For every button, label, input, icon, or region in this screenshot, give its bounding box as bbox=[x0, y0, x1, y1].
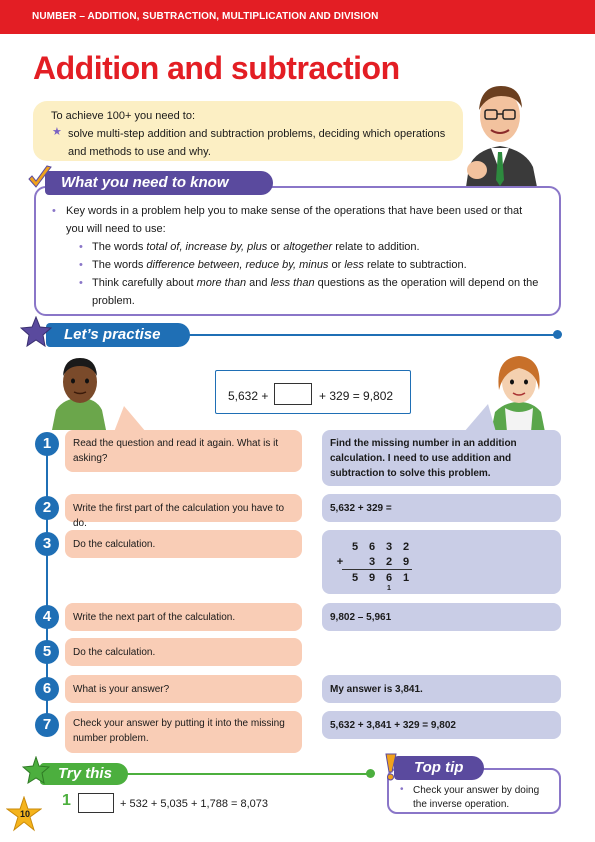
calc-rule bbox=[342, 569, 412, 570]
bullet-icon: • bbox=[79, 277, 83, 289]
digit: 3 bbox=[385, 541, 393, 553]
step-question-text: Write the first part of the calculation you have to do. bbox=[73, 503, 285, 529]
star-icon bbox=[20, 316, 52, 348]
digit: 9 bbox=[368, 572, 376, 584]
step-answer-text: 5,632 + 3,841 + 329 = 9,802 bbox=[330, 720, 456, 731]
boy-illustration bbox=[50, 352, 110, 430]
step-number: 4 bbox=[35, 605, 59, 629]
page-title: Addition and subtraction bbox=[33, 50, 400, 86]
step-question-text: Write the next part of the calculation. bbox=[73, 612, 236, 623]
step-answer-text: 9,802 – 5,961 bbox=[330, 612, 392, 623]
tick-icon bbox=[26, 164, 54, 192]
section-header-text: NUMBER – ADDITION, SUBTRACTION, MULTIPLICATION AND DIVISION bbox=[32, 11, 379, 22]
list-item bbox=[52, 256, 542, 274]
bullet-icon: • bbox=[79, 241, 83, 253]
divider-line bbox=[150, 334, 558, 336]
step-question-box bbox=[65, 638, 302, 666]
goal-box bbox=[33, 101, 463, 161]
try-this-heading: Try this bbox=[58, 765, 112, 782]
step-answer-box bbox=[322, 494, 561, 522]
section-header-bar bbox=[0, 0, 595, 34]
step-answer-text: 5,632 + 329 = bbox=[330, 503, 392, 514]
text-run: The words bbox=[92, 241, 147, 253]
key-words-text: Key words in a problem help you to make sense of the operations that have been used or that you will need to use: bbox=[66, 205, 523, 235]
try-this-banner bbox=[40, 763, 128, 785]
text-run: or bbox=[267, 241, 284, 253]
bullet-icon: • bbox=[52, 205, 56, 217]
digit: 3 bbox=[368, 556, 376, 568]
digit: 5 bbox=[351, 541, 359, 553]
star-icon bbox=[22, 756, 50, 784]
digit: 6 bbox=[385, 572, 393, 584]
text-run: or bbox=[328, 259, 345, 271]
key-words-list bbox=[52, 202, 542, 310]
lets-practise-banner bbox=[46, 323, 190, 347]
text-run-italic: total of, increase by, plus bbox=[146, 241, 268, 253]
divider-dot bbox=[553, 330, 562, 339]
step-question-text: Read the question and read it again. What is it asking? bbox=[73, 438, 279, 464]
what-you-need-to-know-heading: What you need to know bbox=[61, 174, 229, 191]
digit: 2 bbox=[385, 556, 393, 568]
missing-number-box bbox=[274, 383, 312, 405]
step-question-box bbox=[65, 711, 302, 753]
text-run: questions as the operation will depend on the problem. bbox=[92, 277, 539, 307]
lets-practise-heading: Let’s practise bbox=[64, 326, 161, 343]
step-answer-text: My answer is 3,841. bbox=[330, 684, 423, 695]
text-run-italic: less than bbox=[270, 277, 315, 289]
step-question-box bbox=[65, 675, 302, 703]
text-run: Think carefully about bbox=[92, 277, 197, 289]
problem-box bbox=[215, 370, 411, 414]
step-question-text: Check your answer by putting it into the missing number problem. bbox=[73, 718, 285, 744]
digit: 5 bbox=[351, 572, 359, 584]
page-number: 10 bbox=[20, 809, 31, 819]
step-question-text: What is your answer? bbox=[73, 684, 170, 695]
carry-digit: 1 bbox=[387, 585, 391, 592]
text-run-italic: altogether bbox=[283, 241, 333, 253]
problem-right-text: + 329 = 9,802 bbox=[319, 389, 394, 403]
text-run: and bbox=[246, 277, 271, 289]
step-question-text: Do the calculation. bbox=[73, 539, 156, 550]
step-number: 5 bbox=[35, 640, 59, 664]
digit: 2 bbox=[402, 541, 410, 553]
what-you-need-to-know-banner bbox=[45, 171, 273, 195]
step-answer-box bbox=[322, 430, 561, 486]
step-number: 1 bbox=[35, 432, 59, 456]
step-question-box bbox=[65, 603, 302, 631]
step-question-text: Do the calculation. bbox=[73, 647, 156, 658]
text-run-italic: more than bbox=[196, 277, 247, 289]
step-number: 2 bbox=[35, 496, 59, 520]
digit: 6 bbox=[368, 541, 376, 553]
list-item bbox=[52, 202, 542, 238]
top-tip-heading: Top tip bbox=[414, 759, 464, 776]
step-question-box bbox=[65, 430, 302, 472]
list-item bbox=[52, 274, 542, 310]
step-number: 3 bbox=[35, 532, 59, 556]
goal-intro: To achieve 100+ you need to: bbox=[51, 110, 196, 122]
step-question-box bbox=[65, 494, 302, 529]
divider-dot bbox=[366, 769, 375, 778]
step-answer-text: Find the missing number in an addition calculation. I need to use addition and subtraction to solve this problem. bbox=[330, 438, 517, 479]
text-run-italic: less bbox=[344, 259, 364, 271]
column-calculation-box bbox=[322, 530, 561, 594]
goal-bullet-text: solve multi-step addition and subtraction problems, deciding which operations and methods to use and why. bbox=[68, 128, 446, 158]
digit: 9 bbox=[402, 556, 410, 568]
question-number: 1 bbox=[62, 792, 71, 809]
plus-sign: + bbox=[336, 556, 344, 568]
step-answer-box bbox=[322, 603, 561, 631]
list-item bbox=[52, 238, 542, 256]
text-run: The words bbox=[92, 259, 147, 271]
star-bullet-icon: ★ bbox=[52, 126, 62, 138]
exclamation-icon bbox=[378, 752, 404, 782]
step-answer-box bbox=[322, 675, 561, 703]
text-run-italic: difference between, reduce by, minus bbox=[146, 259, 329, 271]
bullet-icon: • bbox=[79, 259, 83, 271]
step-number: 6 bbox=[35, 677, 59, 701]
top-tip-text: Check your answer by doing the inverse operation. bbox=[413, 785, 540, 810]
missing-number-box bbox=[78, 793, 114, 813]
problem-left-text: 5,632 + bbox=[228, 389, 269, 403]
divider-line bbox=[125, 773, 370, 775]
top-tip-banner bbox=[394, 756, 484, 780]
digit: 1 bbox=[402, 572, 410, 584]
step-answer-box bbox=[322, 711, 561, 739]
text-run: relate to addition. bbox=[332, 241, 420, 253]
step-question-box bbox=[65, 530, 302, 558]
step-number: 7 bbox=[35, 713, 59, 737]
text-run: relate to subtraction. bbox=[363, 259, 467, 271]
try-this-equation: + 532 + 5,035 + 1,788 = 8,073 bbox=[120, 798, 269, 810]
bullet-icon: • bbox=[400, 784, 404, 795]
